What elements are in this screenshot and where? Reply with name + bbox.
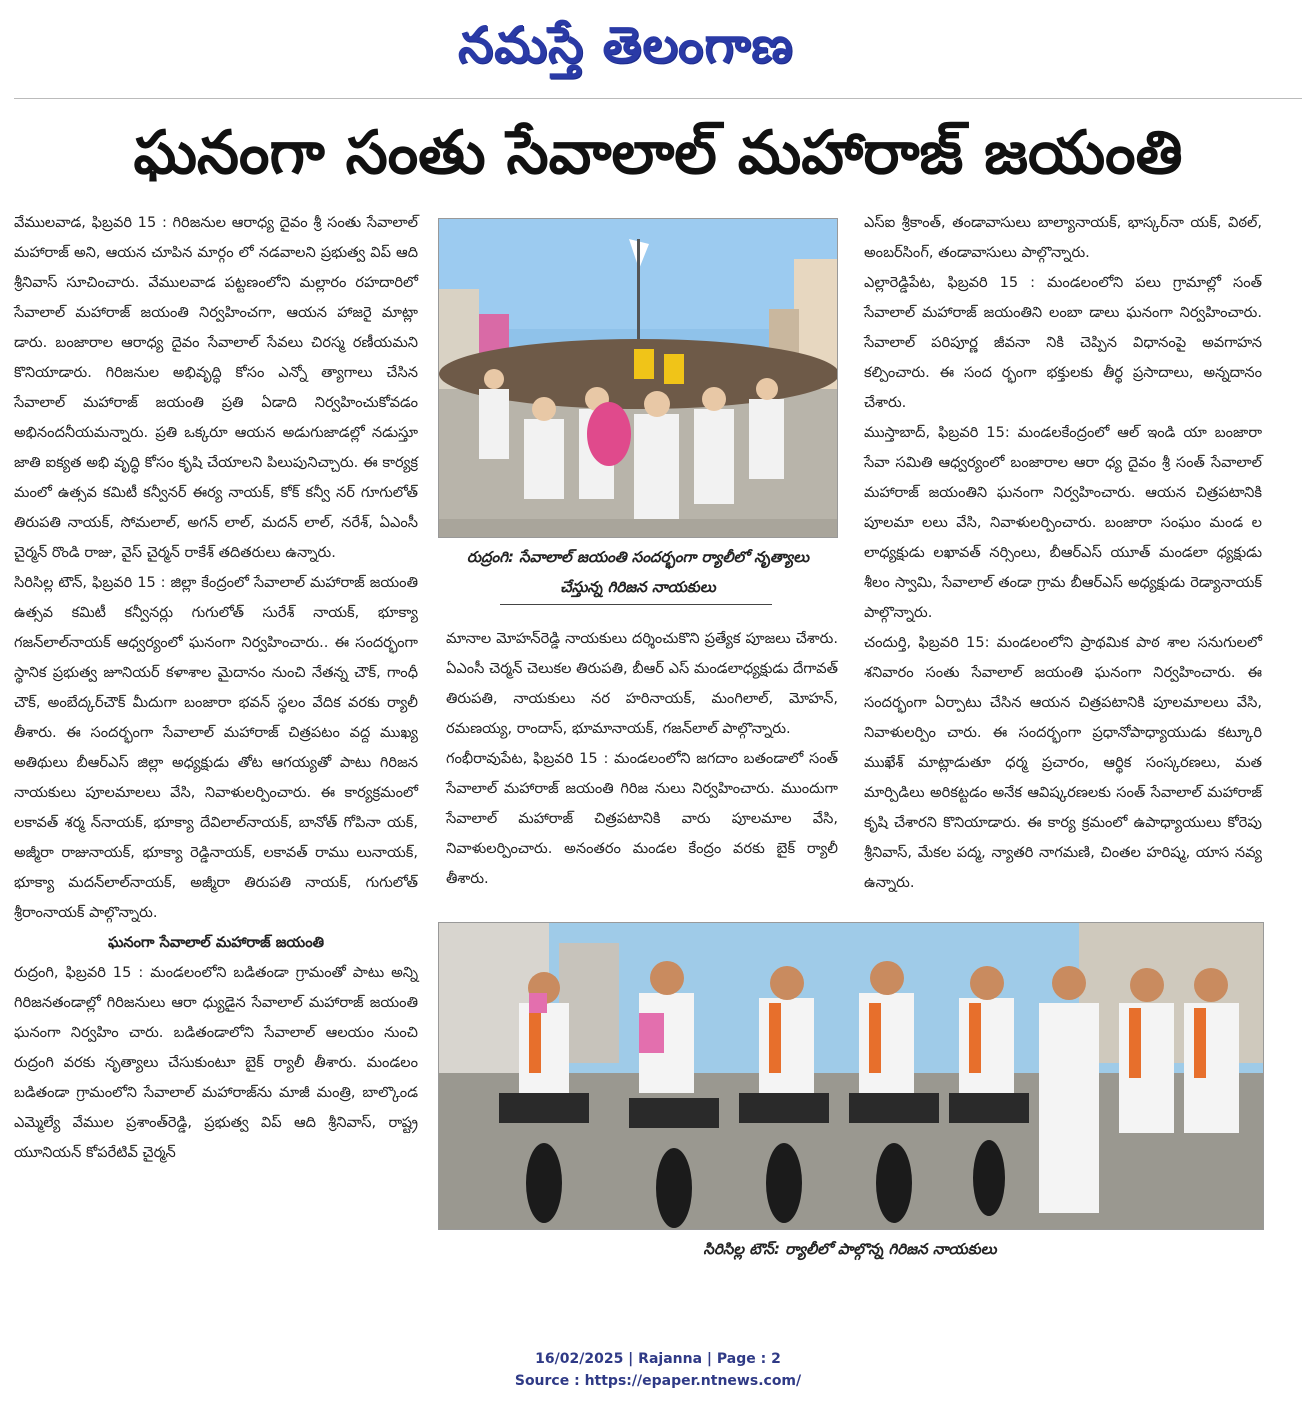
photo-rudrangi-dance-rally [438,218,838,538]
article-column-1 [14,208,418,1288]
photo2-caption: సిరిసిల్ల టౌన్: ర్యాలీలో పాల్గొన్న గిరిజన నాయకులు [703,1240,997,1258]
footer-date-edition-page: 16/02/2025 | Rajanna | Page : 2 [535,1351,781,1367]
footer-source-link[interactable]: Source : https://epaper.ntnews.com/ [514,1373,802,1389]
column3-paragraph-yellareddypet: ఎల్లారెడ్డిపేట, ఫిబ్రవరి 15 : మండలంలోని పలు గ్రామాల్లో సంత్ సేవాలాల్ మహారాజ్ జయంతిని లంబా డాలు ఘనంగా నిర్వహించారు. సేవాలాల్ పరిపూర్ణ జీవనా నికి చెప్పిన విధానంపై అవగాహన కల్పించారు. ఈ సంద ర్భంగా భక్తులకు తీర్థ ప్రసాదాలు, అన్నదానం చేశారు. [864,274,1262,411]
column3-paragraph-mustabad: ముస్తాబాద్, ఫిబ్రవరి 15: మండలకేంద్రంలో ఆల్ ఇండి యా బంజారా సేవా సమితి ఆధ్వర్యంలో బంజారాల ఆరా ధ్య దైవం శ్రీ సంత్ సేవాలాల్ మహారాజ్ జయంతిని ఘనంగా నిర్వహించారు. ఆయన చిత్రపటానికి పూలమా లలు వేసి, నివాళులర్పించారు. బంజారా సంఘం మండ ల లాధ్యక్షుడు లఖావత్ నర్సింలు, బీఆర్‌ఎస్ యూత్ మండలా ధ్యక్షుడు శీలం స్వామి, సేవాలాల్ తండా గ్రామ బీఆర్‌ఎస్ అధ్యక్షుడు రెడ్యానాయక్ పాల్గొన్నారు. [864,424,1262,621]
column1-paragraph-vemulawada: వేములవాడ, ఫిబ్రవరి 15 : గిరిజనుల ఆరాధ్య దైవం శ్రీ సంతు సేవాలాల్ మహారాజ్ అని, ఆయన చూపిన మార్గం లో నడవాలని ప్రభుత్వ విప్ ఆది శ్రీనివాస్ సూచించారు. వేములవాడ పట్టణంలోని మల్లారం రహదారిలో సేవాలాల్ మహారాజ్ జయంతి నిర్వహించగా, ఆయన హాజరై మాట్లా డారు. బంజారాల ఆరాధ్య దైవం సేవాలాల్ సేవలు చిరస్మ రణీయమని కొనియాడారు. గిరిజనుల అభివృద్ధి కోసం ఎన్నో త్యాగాలు చేసిన సేవాలాల్ మహారాజ్ జయంతి ప్రతి ఏడాది నిర్వహించుకోవడం అభినందనీయమన్నారు. ప్రతి ఒక్కరూ ఆయన అడుగుజాడల్లో నడుస్తూ జాతి ఐక్యత అభి వృద్ధి కోసం కృషి చేయాలని పిలుపునిచ్చారు. ఈ కార్యక్ర మంలో ఉత్సవ కమిటీ కన్వీనర్ ఈర్య నాయక్, కోక్ కన్వీ నర్ గూగులోత్ తిరుపతి నాయక్, సోమలాల్, అగన్ లాల్, మదన్ లాల్, నరేశ్, ఏఎంసీ చైర్మన్ రొండి రాజు, వైస్ చైర్మన్ రాకేశ్ తదితరులు ఉన్నారు. [14,214,418,561]
caption1-underline [500,604,772,605]
photo-sircilla-bike-rally [438,922,1264,1230]
column2-paragraph-gambhiraopet: గంభీరావుపేట, ఫిబ్రవరి 15 : మండలంలోని జగదాం బతండాలో సంత్ సేవాలాల్ మహారాజ్ జయంతి గిరిజ నులు నిర్వహించారు. ముందుగా సేవాలాల్ మహారాజ్ చిత్రపటానికి వారు పూలమాల వేసి, నివాళులర్పించారు. అనంతరం మండల కేంద్రం వరకు బైక్ ర్యాలీ తీశారు. [446,750,838,887]
dance-rally-image [439,219,837,537]
column3-paragraph-continued: ఎస్ఐ శ్రీకాంత్, తండావాసులు బాల్యానాయక్, భాస్కర్‌నా యక్, విఠల్, అంబర్‌సింగ్, తండావాసులు పాల్గొన్నారు. [864,214,1262,261]
column3-paragraph-chandurthi: చందుర్తి, ఫిబ్రవరి 15: మండలంలోని ప్రాథమిక పాఠ శాల సనుగులలో శనివారం సంతు సేవాలాల్ జయంతి ఘనంగా నిర్వహించారు. ఈ సందర్భంగా ఏర్పాటు చేసిన ఆయన చిత్రపటానికి పూలమాలలు వేసి, నివాళులర్పిం చారు. ఈ సందర్భంగా ప్రధానోపాధ్యాయుడు కట్కూరి ముఖేశ్ మాట్లాడుతూ ధర్మ ప్రచారం, ఆర్థిక సంస్కరణలు, మత మార్పిడిలు అరికట్టడం అనేక ఆవిష్కరణలకు సంత్ సేవాలాల్ మహారాజ్ కృషి చేశారని కొనియాడారు. ఈ కార్య క్రమంలో ఉపాధ్యాయులు కోరెపు శ్రీనివాస్, మేకల పద్మ, న్యాతరి నాగమణి, చింతల హరిష్మ, యాస నవ్య ఉన్నారు. [864,634,1262,891]
article-headline: ఘనంగా సంతు సేవాలాల్ మహారాజ్ జయంతి [133,118,1183,188]
bike-rally-image [439,923,1263,1229]
column1-paragraph-sircilla: సిరిసిల్ల టౌన్, ఫిబ్రవరి 15 : జిల్లా కేంద్రంలో సేవాలాల్ మహారాజ్ జయంతి ఉత్సవ కమిటీ కన్వీనర్లు గుగులోత్ సురేశ్ నాయక్, భూక్యా గజన్‌లాల్‌నాయక్ ఆధ్వర్యంలో ఘనంగా నిర్వహించారు.. ఈ సందర్భంగా స్థానిక ప్రభుత్వ జూనియర్ కళాశాల మైదానం నుంచి నేతన్న చౌక్, గాంధీ చౌక్, అంబేద్కర్‌చౌక్ మీదుగా బంజారా భవన్ స్థలం వేదిక వరకు ర్యాలీ తీశారు. ఈ సందర్భంగా సేవాలాల్ మహారాజ్ చిత్రపటం వద్ద ముఖ్య అతిథులు బీఆర్‌ఎస్ జిల్లా అధ్యక్షుడు తోట ఆగయ్యతో పాటు గిరిజన నాయకులు పూలమాలలు వేసి, నివాళులర్పించారు. ఈ కార్యక్రమంలో లకావత్ శర్మ న్‌నాయక్, భూక్యా దేవిలాల్‌నాయక్, బానోత్ గోపినా యక్, అజ్మీరా రాజునాయక్, భూక్యా రెడ్డినాయక్, లకావత్ రాము లునాయక్, భూక్యా మదన్‌లాల్‌నాయక్, అజ్మీరా తిరుపతి నాయక్, గుగులోత్ శ్రీరాంనాయక్ పాల్గొన్నారు. [14,574,418,921]
header-divider [14,98,1302,99]
column2-paragraph-rudrangi-cont: మానాల మోహన్‌రెడ్డి నాయకులు దర్శించుకొని ప్రత్యేక పూజలు చేశారు. ఏఎంసీ చెర్మన్ చెలుకల తిరుపతి, బీఆర్ ఎస్ మండలాధ్యక్షుడు దేగావత్ తిరుపతి, నాయకులు నర హరినాయక్, మంగిలాల్, మోహన్, రమణయ్య, రాందాస్, భూమానాయక్, గజన్‌లాల్ పాల్గొన్నారు. [446,630,838,737]
column1-subheading: ఘనంగా సేవాలాల్ మహారాజ్ జయంతి [107,934,325,951]
photo1-caption: రుద్రంగి: సేవాలాల్ జయంతి సందర్భంగా ర్యాలీలో నృత్యాలు చేస్తున్న గిరిజన నాయకులు [466,548,810,596]
column1-paragraph-rudrangi: రుద్రంగి, ఫిబ్రవరి 15 : మండలంలోని బడితండా గ్రామంతో పాటు అన్ని గిరిజనతండాల్లో గిరిజనులు ఆరా ధ్యుడైన సేవాలాల్ మహారాజ్ జయంతి ఘనంగా నిర్వహిం చారు. బడితండాలోని సేవాలాల్ ఆలయం నుంచి రుద్రంగి వరకు నృత్యాలు చేసుకుంటూ బైక్ ర్యాలీ తీశారు. మండలం బడితండా గ్రామంలోని సేవాలాల్ మహారాజ్‌ను మాజీ మంత్రి, బాల్కొండ ఎమ్మెల్యే వేముల ప్రశాంత్‌రెడ్డి, ప్రభుత్వ విప్ ఆది శ్రీనివాస్, రాష్ట్ర యూనియన్ కోపరేటివ్ చైర్మన్ [14,964,418,1161]
article-column-3 [864,208,1262,914]
newspaper-masthead: నమస్తే తెలంగాణ [458,16,794,74]
article-column-2 [446,624,838,914]
